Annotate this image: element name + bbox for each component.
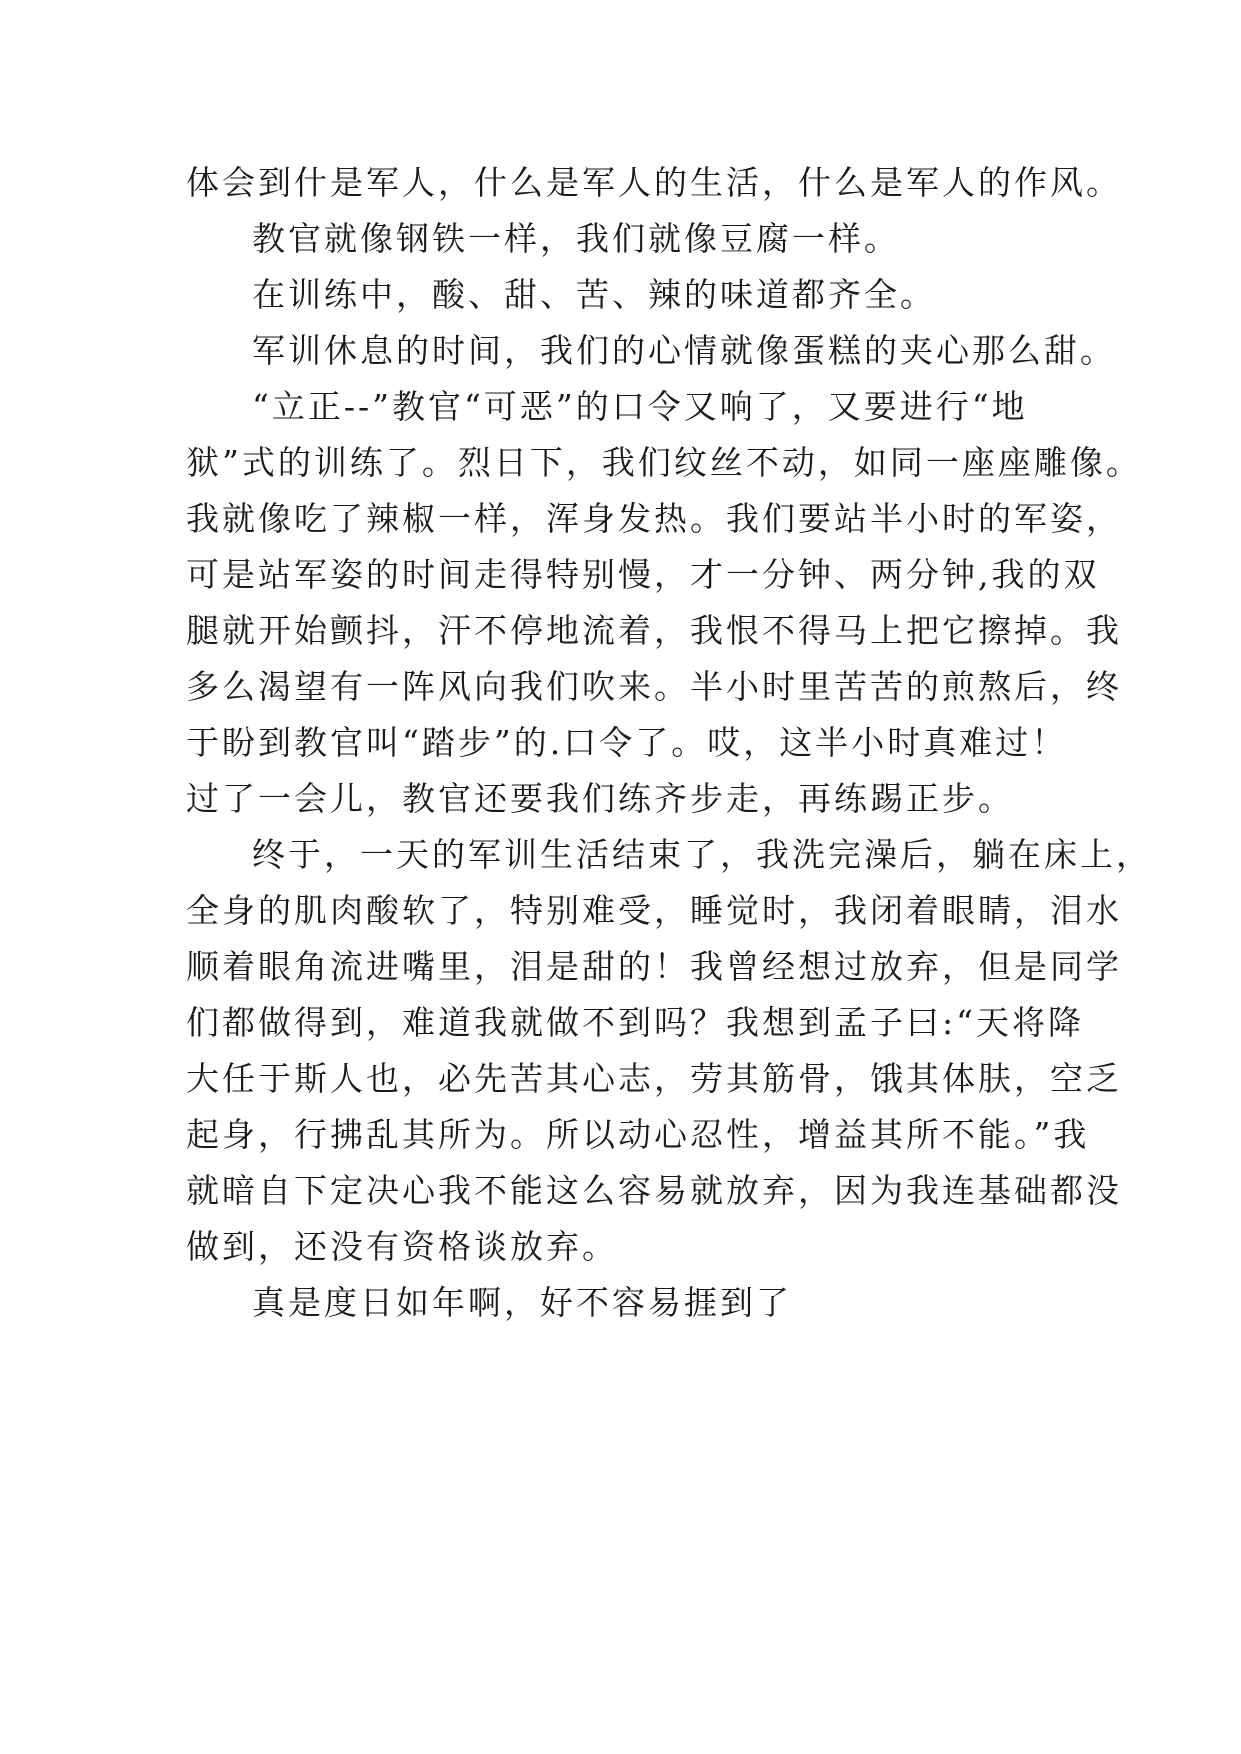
text-line: 我就像吃了辣椒一样，浑身发热。我们要站半小时的军姿， [186,499,1122,538]
text-line: 体会到什是军人，什么是军人的生活，什么是军人的作风。 [186,163,1122,202]
text-line: 真是度日如年啊，好不容易捱到了 [252,1283,792,1322]
text-line: 们都做得到，难道我就做不到吗？我想到孟子曰:“天将降 [186,1003,1084,1042]
text-line: 军训休息的时间，我们的心情就像蛋糕的夹心那么甜。 [252,331,1116,370]
text-line: 大任于斯人也，必先苦其心志，劳其筋骨，饿其体肤，空乏 [186,1059,1122,1098]
text-line: “立正--”教官“可恶”的口令又响了，又要进行“地 [252,387,1028,426]
text-line: 起身，行拂乱其所为。所以动心忍性，增益其所不能。”我 [186,1115,1090,1154]
text-line: 狱”式的训练了。烈日下，我们纹丝不动，如同一座座雕像。 [186,443,1142,482]
text-line: 顺着眼角流进嘴里，泪是甜的！我曾经想过放弃，但是同学 [186,947,1122,986]
text-line: 多么渴望有一阵风向我们吹来。半小时里苦苦的煎熬后，终 [186,667,1122,706]
text-line: 在训练中，酸、甜、苦、辣的味道都齐全。 [252,275,936,314]
text-line: 做到，还没有资格谈放弃。 [186,1227,618,1266]
text-line: 腿就开始颤抖，汗不停地流着，我恨不得马上把它擦掉。我 [186,611,1122,650]
text-line: 过了一会儿，教官还要我们练齐步走，再练踢正步。 [186,779,1014,818]
text-line: 于盼到教官叫“踏步”的.口令了。哎，这半小时真难过！ [186,723,1068,762]
text-line: 终于，一天的军训生活结束了，我洗完澡后，躺在床上， [252,835,1152,874]
text-line: 全身的肌肉酸软了，特别难受，睡觉时，我闭着眼睛，泪水 [186,891,1122,930]
text-line: 可是站军姿的时间走得特别慢，才一分钟、两分钟,我的双 [186,555,1100,594]
text-line: 教官就像钢铁一样，我们就像豆腐一样。 [252,219,900,258]
text-line: 就暗自下定决心我不能这么容易就放弃，因为我连基础都没 [186,1171,1122,1210]
body-text [186,155,1152,1331]
